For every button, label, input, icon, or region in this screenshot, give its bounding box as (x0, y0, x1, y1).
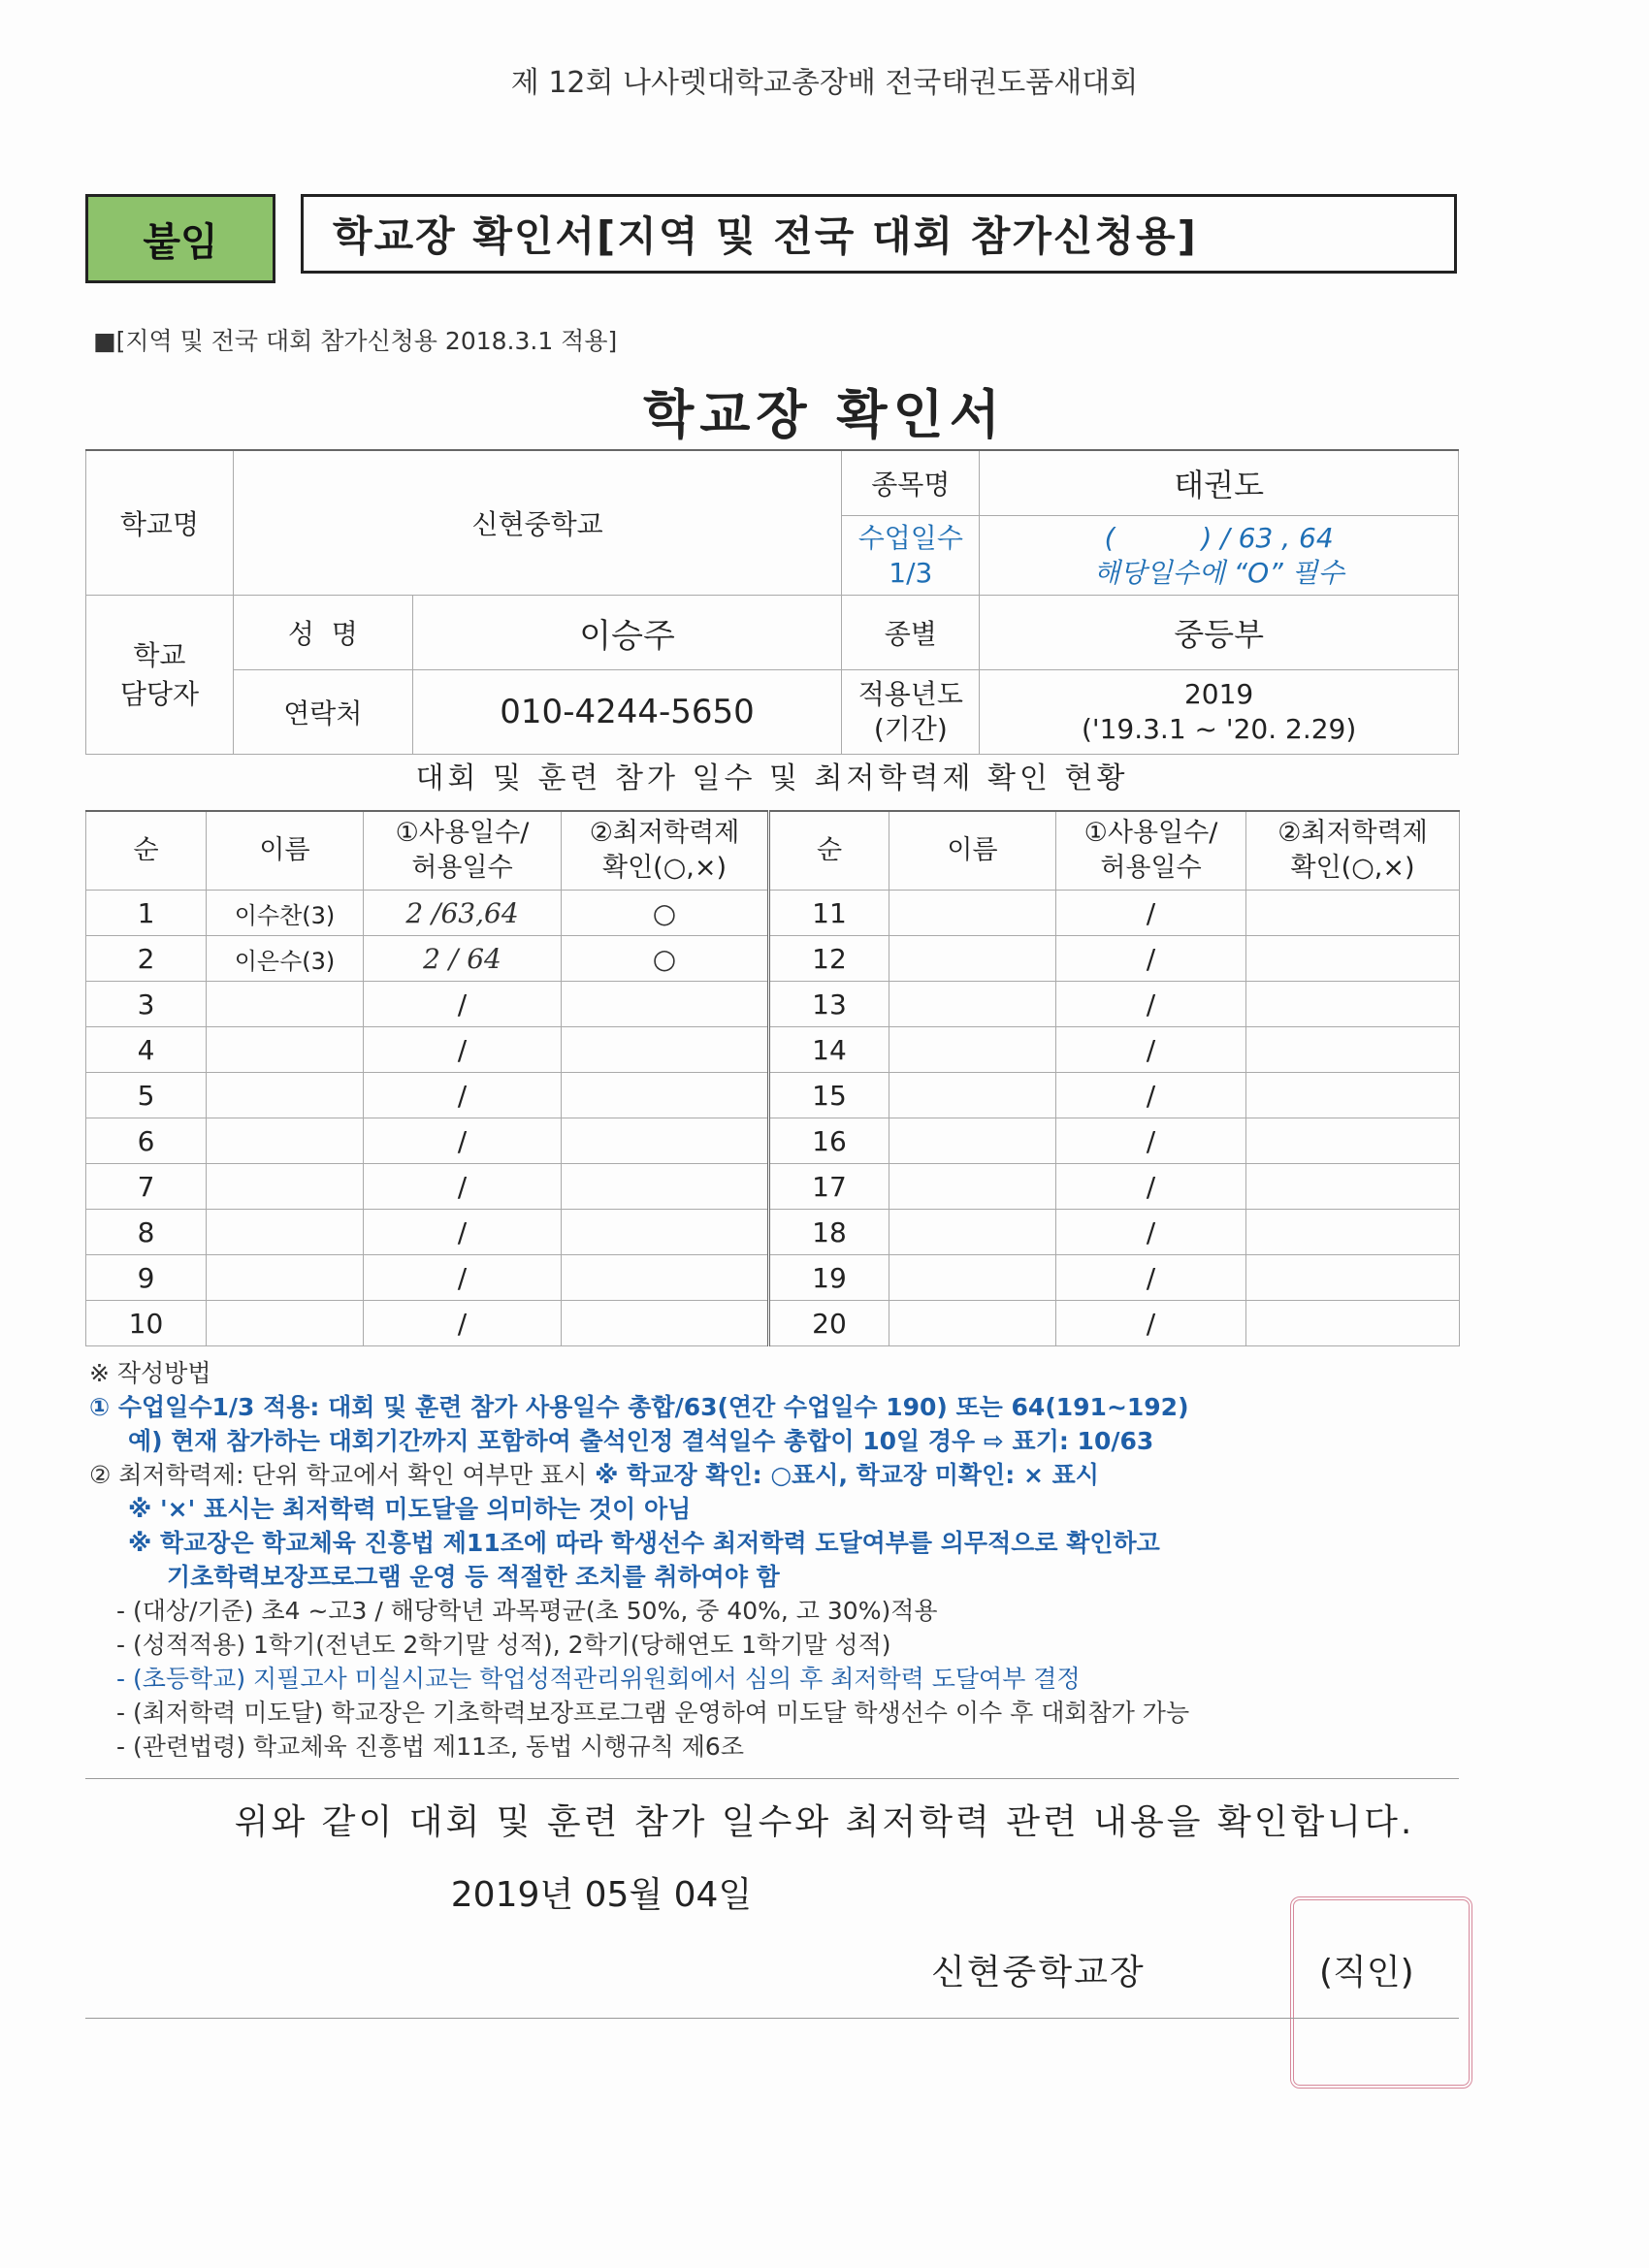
sport-value: 태권도 (980, 450, 1459, 516)
row-name (889, 982, 1056, 1027)
table-row (86, 1118, 1460, 1164)
table-row (86, 982, 1460, 1027)
row-days: / (1056, 1301, 1246, 1346)
row-check: ○ (562, 936, 769, 982)
instructions-heading: ※ 작성방법 (89, 1359, 211, 1387)
row-days: / (1056, 1027, 1246, 1073)
row-num: 15 (769, 1073, 889, 1118)
class-days-label: 수업일수 1/3 (842, 516, 980, 596)
row-days: / (364, 1210, 562, 1255)
instruction-line: - (최저학력 미도달) 학교장은 기초학력보장프로그램 운영하여 미도달 학생선수 이수 후 대회참가 가능 (116, 1699, 1190, 1727)
row-check (1246, 1027, 1460, 1073)
row-name (207, 1301, 364, 1346)
row-check (1246, 1210, 1460, 1255)
col-days: ①사용일수/ 허용일수 (1056, 811, 1246, 891)
page-title: 학교장 확인서 (643, 384, 1006, 445)
row-days: / (1056, 1118, 1246, 1164)
table-row (86, 1255, 1460, 1301)
staff-label: 학교 담당자 (86, 596, 234, 755)
instructions (89, 1356, 1467, 1764)
year-label: 적용년도 (기간) (842, 670, 980, 755)
row-days: / (364, 1255, 562, 1301)
row-check (562, 1255, 769, 1301)
table-row (86, 1210, 1460, 1255)
row-days: 2 / 64 (364, 936, 562, 982)
school-value: 신현중학교 (233, 450, 842, 596)
table-row (86, 1301, 1460, 1346)
instruction-line: - (관련법령) 학교체육 진흥법 제11조, 동법 시행규칙 제6조 (116, 1733, 744, 1761)
row-num: 5 (86, 1073, 207, 1118)
row-check (562, 1301, 769, 1346)
row-days: / (364, 1164, 562, 1210)
contact-label: 연락처 (233, 670, 412, 755)
row-days: / (1056, 1073, 1246, 1118)
row-num: 19 (769, 1255, 889, 1301)
section-title: 대회 및 훈련 참가 일수 및 최저학력제 확인 현황 (415, 761, 1129, 795)
row-num: 3 (86, 982, 207, 1027)
signer: 신현중학교장 (931, 1953, 1146, 1993)
name-value: 이승주 (412, 596, 842, 670)
row-days: / (1056, 936, 1246, 982)
date: 2019년 05월 04일 (450, 1875, 753, 1915)
row-name (889, 936, 1056, 982)
table-row (86, 891, 1460, 936)
row-check (1246, 936, 1460, 982)
row-name (207, 1255, 364, 1301)
instruction-line: ※ 학교장은 학교체육 진흥법 제11조에 따라 학생선수 최저학력 도달여부를 의무적으로 확인하고 (128, 1529, 1160, 1557)
col-num: 순 (769, 811, 889, 891)
row-name (207, 1164, 364, 1210)
row-days: / (1056, 1255, 1246, 1301)
row-days: / (1056, 982, 1246, 1027)
division-value: 중등부 (980, 596, 1459, 670)
instruction-line: ① 수업일수1/3 적용: 대회 및 훈련 참가 사용일수 총합/63(연간 수업일수 190) 또는 64(191~192) (89, 1393, 1189, 1421)
row-name (207, 1118, 364, 1164)
seal-label: (직인) (1319, 1953, 1414, 1993)
contact-value: 010-4244-5650 (412, 670, 842, 755)
row-name (889, 891, 1056, 936)
row-num: 12 (769, 936, 889, 982)
instruction-line: - (대상/기준) 초4 ~고3 / 해당학년 과목평균(초 50%, 중 40%, 고 30%)적용 (116, 1597, 938, 1625)
instruction-line: 기초학력보장프로그램 운영 등 적절한 조치를 취하여야 함 (167, 1563, 780, 1591)
participation-table (85, 810, 1460, 1346)
row-num: 18 (769, 1210, 889, 1255)
row-name (889, 1255, 1056, 1301)
row-num: 1 (86, 891, 207, 936)
divider (85, 2018, 1459, 2019)
row-num: 11 (769, 891, 889, 936)
row-days: / (364, 982, 562, 1027)
row-check (1246, 891, 1460, 936)
row-days: / (364, 1073, 562, 1118)
confirmation-text: 위와 같이 대회 및 훈련 참가 일수와 최저학력 관련 내용을 확인합니다. (234, 1802, 1415, 1842)
row-num: 8 (86, 1210, 207, 1255)
row-name (889, 1301, 1056, 1346)
table-row (86, 1164, 1460, 1210)
row-num: 9 (86, 1255, 207, 1301)
row-check (1246, 1255, 1460, 1301)
row-num: 7 (86, 1164, 207, 1210)
application-note: ■[지역 및 전국 대회 참가신청용 2018.3.1 적용] (93, 327, 618, 355)
row-days: / (1056, 1210, 1246, 1255)
instruction-line: 예) 현재 참가하는 대회기간까지 포함하여 출석인정 결석일수 총합이 10일 경우 ⇨ 표기: 10/63 (128, 1427, 1154, 1455)
row-num: 16 (769, 1118, 889, 1164)
row-name (889, 1118, 1056, 1164)
instruction-line: ※ '×' 표시는 최저학력 미도달을 의미하는 것이 아님 (128, 1495, 692, 1523)
row-days: 2 /63,64 (364, 891, 562, 936)
row-num: 14 (769, 1027, 889, 1073)
divider (85, 1778, 1459, 1779)
row-name (889, 1164, 1056, 1210)
table-row (86, 1073, 1460, 1118)
sport-label: 종목명 (842, 450, 980, 516)
col-num: 순 (86, 811, 207, 891)
row-check (1246, 1073, 1460, 1118)
school-label: 학교명 (86, 450, 234, 596)
row-check (1246, 1118, 1460, 1164)
instruction-line: ② 최저학력제: 단위 학교에서 확인 여부만 표시 ※ 학교장 확인: ○표시, 학교장 미확인: × 표시 (89, 1461, 1099, 1489)
row-num: 6 (86, 1118, 207, 1164)
row-name (207, 1073, 364, 1118)
table-row (86, 1027, 1460, 1073)
col-days: ①사용일수/ 허용일수 (364, 811, 562, 891)
name-label: 성 명 (233, 596, 412, 670)
row-name (889, 1210, 1056, 1255)
row-name (207, 1027, 364, 1073)
row-check (562, 1164, 769, 1210)
table-row (86, 936, 1460, 982)
row-num: 10 (86, 1301, 207, 1346)
row-check (1246, 1164, 1460, 1210)
col-name: 이름 (889, 811, 1056, 891)
row-name: 이은수(3) (207, 936, 364, 982)
row-name (889, 1073, 1056, 1118)
row-name (889, 1027, 1056, 1073)
form-title: 학교장 확인서[지역 및 전국 대회 참가신청용] (301, 194, 1457, 274)
row-days: / (1056, 891, 1246, 936)
row-check (562, 982, 769, 1027)
row-num: 13 (769, 982, 889, 1027)
row-check (1246, 982, 1460, 1027)
row-name (207, 982, 364, 1027)
info-table (85, 449, 1459, 755)
class-days-value: ( ) / 63 , 64 해당일수에 “O” 필수 (980, 516, 1459, 596)
event-title: 제 12회 나사렛대학교총장배 전국태권도품새대회 (510, 66, 1139, 100)
row-check (1246, 1301, 1460, 1346)
instruction-line: - (초등학교) 지필고사 미실시교는 학업성적관리위원회에서 심의 후 최저학력 도달여부 결정 (116, 1665, 1081, 1693)
instruction-line: - (성적적용) 1학기(전년도 2학기말 성적), 2학기(당해연도 1학기말 성적) (116, 1631, 891, 1659)
attachment-badge: 붙임 (85, 194, 275, 283)
row-num: 20 (769, 1301, 889, 1346)
row-check (562, 1073, 769, 1118)
division-label: 종별 (842, 596, 980, 670)
row-num: 4 (86, 1027, 207, 1073)
row-num: 17 (769, 1164, 889, 1210)
row-days: / (1056, 1164, 1246, 1210)
row-name (207, 1210, 364, 1255)
row-name: 이수찬(3) (207, 891, 364, 936)
col-check: ②최저학력제 확인(○,×) (1246, 811, 1460, 891)
row-check (562, 1210, 769, 1255)
row-check (562, 1118, 769, 1164)
row-days: / (364, 1118, 562, 1164)
row-num: 2 (86, 936, 207, 982)
row-check: ○ (562, 891, 769, 936)
col-name: 이름 (207, 811, 364, 891)
row-days: / (364, 1301, 562, 1346)
row-days: / (364, 1027, 562, 1073)
year-value: 2019 ('19.3.1 ~ '20. 2.29) (980, 670, 1459, 755)
row-check (562, 1027, 769, 1073)
col-check: ②최저학력제 확인(○,×) (562, 811, 769, 891)
